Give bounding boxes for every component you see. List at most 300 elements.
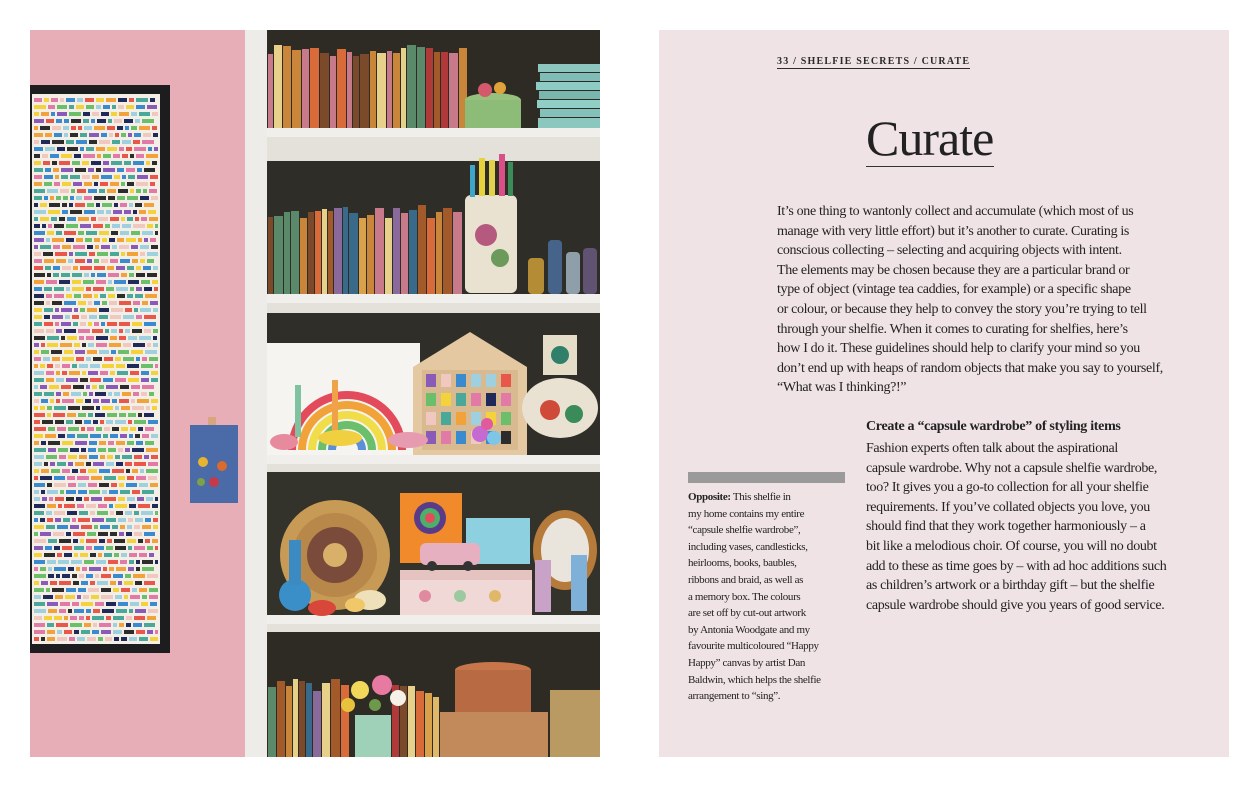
canvas-stroke bbox=[109, 504, 113, 508]
canvas-stroke bbox=[131, 126, 137, 130]
body-line: requirements. If you’ve collated objects you love, you bbox=[866, 499, 1150, 515]
canvas-stroke bbox=[96, 203, 100, 207]
canvas-stroke bbox=[61, 273, 70, 277]
canvas-stroke bbox=[129, 609, 133, 613]
canvas-stroke bbox=[68, 406, 80, 410]
canvas-stroke bbox=[121, 427, 128, 431]
canvas-stroke bbox=[93, 287, 104, 291]
canvas-stroke bbox=[94, 525, 98, 529]
canvas-stroke bbox=[89, 252, 95, 256]
canvas-stroke bbox=[44, 462, 48, 466]
canvas-stroke bbox=[105, 637, 112, 641]
canvas-stroke bbox=[88, 343, 94, 347]
canvas-stroke bbox=[153, 266, 158, 270]
canvas-stroke bbox=[116, 567, 126, 571]
canvas-stroke bbox=[95, 392, 106, 396]
canvas-stroke bbox=[147, 273, 157, 277]
canvas-stroke bbox=[148, 609, 158, 613]
canvas-stroke bbox=[60, 98, 64, 102]
canvas-stroke bbox=[89, 490, 100, 494]
canvas-stroke bbox=[107, 413, 117, 417]
canvas-stroke bbox=[75, 420, 82, 424]
canvas-stroke bbox=[46, 294, 52, 298]
canvas-stroke bbox=[106, 385, 118, 389]
canvas-stroke bbox=[112, 525, 118, 529]
canvas-stroke bbox=[94, 238, 100, 242]
canvas-stroke bbox=[99, 623, 111, 627]
canvas-stroke bbox=[102, 238, 107, 242]
canvas-stroke bbox=[144, 329, 151, 333]
caption-first-line-rest: This shelfie in bbox=[730, 491, 791, 503]
canvas-stroke bbox=[82, 567, 87, 571]
book-spine bbox=[375, 208, 384, 294]
canvas-stroke bbox=[90, 434, 101, 438]
canvas-stroke bbox=[71, 189, 75, 193]
canvas-stroke bbox=[93, 224, 103, 228]
canvas-stroke bbox=[76, 357, 84, 361]
canvas-stroke bbox=[64, 301, 76, 305]
canvas-stroke bbox=[141, 280, 150, 284]
canvas-stroke bbox=[121, 406, 130, 410]
canvas-stroke bbox=[145, 441, 154, 445]
canvas-stroke bbox=[106, 546, 113, 550]
caption-line: favourite multicoloured “Happy bbox=[688, 640, 819, 653]
canvas-stroke bbox=[149, 588, 158, 592]
canvas-stroke bbox=[155, 511, 158, 515]
canvas-stroke bbox=[84, 560, 94, 564]
canvas-stroke bbox=[150, 182, 155, 186]
canvas-stroke bbox=[132, 329, 142, 333]
canvas-stroke bbox=[115, 406, 119, 410]
thread-spool bbox=[486, 374, 496, 387]
canvas-stroke bbox=[134, 420, 146, 424]
canvas-stroke bbox=[97, 210, 104, 214]
canvas-stroke bbox=[132, 406, 144, 410]
canvas-stroke bbox=[96, 98, 104, 102]
canvas-stroke bbox=[133, 224, 145, 228]
canvas-stroke bbox=[76, 140, 87, 144]
canvas-stroke bbox=[34, 203, 38, 207]
canvas-stroke bbox=[145, 539, 150, 543]
canvas-stroke bbox=[88, 469, 97, 473]
canvas-stroke bbox=[117, 238, 124, 242]
caption-line: ribbons and braid, as well as bbox=[688, 573, 804, 586]
canvas-stroke bbox=[66, 378, 78, 382]
canvas-stroke bbox=[34, 532, 38, 536]
book-spine bbox=[434, 52, 440, 128]
canvas-stroke bbox=[107, 126, 115, 130]
canvas-stroke bbox=[67, 413, 76, 417]
canvas-stroke bbox=[61, 168, 73, 172]
canvas-stroke bbox=[94, 301, 100, 305]
canvas-stroke bbox=[34, 112, 39, 116]
canvas-stroke bbox=[87, 427, 94, 431]
canvas-stroke bbox=[66, 140, 74, 144]
canvas-stroke bbox=[74, 294, 81, 298]
canvas-stroke bbox=[140, 245, 149, 249]
canvas-stroke bbox=[107, 147, 117, 151]
canvas-stroke bbox=[106, 287, 114, 291]
canvas-stroke bbox=[55, 497, 64, 501]
canvas-stroke bbox=[62, 182, 71, 186]
canvas-stroke bbox=[49, 497, 53, 501]
canvas-stroke bbox=[86, 231, 97, 235]
canvas-stroke bbox=[34, 567, 38, 571]
canvas-stroke bbox=[61, 175, 68, 179]
canvas-stroke bbox=[56, 392, 61, 396]
canvas-stroke bbox=[148, 210, 156, 214]
canvas-stroke bbox=[70, 448, 79, 452]
canvas-stroke bbox=[127, 266, 134, 270]
canvas-stroke bbox=[96, 147, 105, 151]
canvas-stroke bbox=[116, 287, 128, 291]
thread-spool bbox=[456, 374, 466, 387]
canvas-stroke bbox=[99, 350, 109, 354]
canvas-stroke bbox=[46, 280, 57, 284]
canvas-stroke bbox=[125, 329, 130, 333]
canvas-stroke bbox=[49, 203, 60, 207]
canvas-stroke bbox=[67, 434, 75, 438]
canvas-stroke bbox=[64, 329, 76, 333]
canvas-stroke bbox=[109, 343, 121, 347]
canvas-stroke bbox=[54, 567, 66, 571]
canvas-stroke bbox=[76, 105, 84, 109]
canvas-stroke bbox=[108, 392, 112, 396]
canvas-stroke bbox=[50, 399, 54, 403]
book-spine bbox=[300, 218, 307, 294]
canvas-stroke bbox=[56, 259, 66, 263]
canvas-stroke bbox=[60, 189, 69, 193]
canvas-stroke bbox=[93, 357, 102, 361]
caption-line: heirlooms, books, baubles, bbox=[688, 557, 797, 570]
canvas-stroke bbox=[80, 224, 91, 228]
canvas-stroke bbox=[94, 266, 105, 270]
canvas-stroke bbox=[76, 238, 83, 242]
canvas-stroke bbox=[128, 378, 139, 382]
book-spine bbox=[322, 209, 327, 294]
canvas-stroke bbox=[70, 616, 77, 620]
canvas-stroke bbox=[110, 182, 119, 186]
canvas-stroke bbox=[34, 126, 38, 130]
canvas-stroke bbox=[94, 182, 98, 186]
canvas-stroke bbox=[122, 140, 131, 144]
canvas-stroke bbox=[34, 357, 41, 361]
canvas-stroke bbox=[119, 623, 124, 627]
canvas-stroke bbox=[34, 343, 39, 347]
canvas-stroke bbox=[127, 539, 136, 543]
book-spine bbox=[330, 56, 336, 128]
canvas-stroke bbox=[93, 420, 98, 424]
canvas-stroke bbox=[49, 385, 59, 389]
canvas-stroke bbox=[87, 203, 94, 207]
canvas-stroke bbox=[122, 392, 131, 396]
canvas-stroke bbox=[110, 315, 121, 319]
canvas-stroke bbox=[60, 490, 64, 494]
canvas-stroke bbox=[75, 168, 86, 172]
canvas-stroke bbox=[132, 588, 137, 592]
canvas-stroke bbox=[119, 301, 131, 305]
canvas-stroke bbox=[142, 301, 148, 305]
canvas-stroke bbox=[61, 385, 71, 389]
canvas-stroke bbox=[34, 553, 42, 557]
canvas-stroke bbox=[81, 602, 93, 606]
caption-line: a memory box. The colours bbox=[688, 590, 801, 603]
canvas-stroke bbox=[48, 567, 52, 571]
canvas-stroke bbox=[34, 560, 45, 564]
canvas-stroke bbox=[99, 385, 104, 389]
canvas-stroke bbox=[134, 616, 145, 620]
canvas-stroke bbox=[146, 448, 158, 452]
canvas-stroke bbox=[134, 455, 142, 459]
canvas-stroke bbox=[101, 175, 112, 179]
canvas-stroke bbox=[136, 273, 145, 277]
canvas-stroke bbox=[139, 112, 150, 116]
canvas-stroke bbox=[138, 238, 142, 242]
canvas-stroke bbox=[94, 126, 105, 130]
canvas-stroke bbox=[50, 462, 55, 466]
canvas-stroke bbox=[74, 343, 80, 347]
running-header: 33 / SHELFIE SECRETS / CURATE bbox=[777, 56, 971, 67]
book-spine bbox=[331, 679, 340, 757]
canvas-stroke bbox=[114, 203, 118, 207]
canvas-stroke bbox=[34, 581, 39, 585]
canvas-stroke bbox=[113, 623, 117, 627]
canvas-stroke bbox=[105, 329, 109, 333]
canvas-stroke bbox=[34, 441, 39, 445]
canvas-stroke bbox=[86, 105, 94, 109]
canvas-stroke bbox=[102, 406, 113, 410]
canvas-stroke bbox=[93, 462, 104, 466]
canvas-stroke bbox=[124, 161, 131, 165]
canvas-stroke bbox=[116, 266, 125, 270]
canvas-stroke bbox=[126, 532, 132, 536]
canvas-stroke bbox=[111, 231, 118, 235]
canvas-stroke bbox=[64, 231, 76, 235]
canvas-stroke bbox=[65, 315, 70, 319]
canvas-stroke bbox=[119, 245, 129, 249]
canvas-stroke bbox=[142, 567, 154, 571]
canvas-stroke bbox=[78, 490, 87, 494]
canvas-stroke bbox=[34, 273, 45, 277]
canvas-stroke bbox=[91, 273, 95, 277]
canvas-stroke bbox=[70, 210, 82, 214]
canvas-stroke bbox=[51, 98, 58, 102]
canvas-stroke bbox=[117, 371, 128, 375]
canvas-stroke bbox=[81, 630, 90, 634]
canvas-stroke bbox=[144, 455, 149, 459]
canvas-stroke bbox=[126, 623, 131, 627]
canvas-stroke bbox=[73, 322, 78, 326]
canvas-stroke bbox=[88, 322, 92, 326]
canvas-stroke bbox=[75, 441, 87, 445]
canvas-stroke bbox=[73, 385, 84, 389]
canvas-stroke bbox=[127, 217, 133, 221]
canvas-stroke bbox=[55, 364, 60, 368]
canvas-stroke bbox=[53, 245, 60, 249]
canvas-stroke bbox=[89, 567, 101, 571]
canvas-stroke bbox=[84, 273, 89, 277]
canvas-stroke bbox=[90, 511, 95, 515]
canvas-stroke bbox=[47, 189, 58, 193]
canvas-stroke bbox=[119, 329, 123, 333]
canvas-stroke bbox=[133, 161, 144, 165]
canvas-stroke bbox=[110, 532, 117, 536]
canvas-stroke bbox=[138, 427, 143, 431]
canvas-stroke bbox=[40, 518, 45, 522]
canvas-stroke bbox=[45, 434, 56, 438]
canvas-stroke bbox=[146, 154, 158, 158]
canvas-stroke bbox=[113, 630, 122, 634]
canvas-stroke bbox=[112, 245, 117, 249]
canvas-stroke bbox=[95, 602, 104, 606]
canvas-stroke bbox=[74, 154, 81, 158]
book-spine bbox=[443, 208, 452, 294]
canvas-stroke bbox=[44, 287, 52, 291]
canvas-stroke bbox=[69, 637, 75, 641]
canvas-stroke bbox=[34, 602, 45, 606]
canvas-stroke bbox=[112, 427, 119, 431]
canvas-stroke bbox=[80, 539, 84, 543]
canvas-stroke bbox=[140, 469, 144, 473]
canvas-stroke bbox=[75, 252, 87, 256]
canvas-stroke bbox=[104, 427, 110, 431]
canvas-stroke bbox=[48, 427, 55, 431]
canvas-stroke bbox=[96, 105, 101, 109]
canvas-stroke bbox=[133, 574, 145, 578]
canvas-stroke bbox=[140, 308, 151, 312]
book-spine bbox=[334, 208, 342, 294]
canvas-stroke bbox=[153, 329, 158, 333]
canvas-stroke bbox=[151, 196, 158, 200]
canvas-stroke bbox=[34, 294, 44, 298]
book-spine bbox=[387, 51, 392, 128]
book-spine bbox=[274, 45, 282, 128]
canvas-stroke bbox=[97, 273, 106, 277]
book-spine bbox=[370, 51, 376, 128]
canvas-stroke bbox=[56, 196, 61, 200]
canvas-stroke bbox=[34, 168, 43, 172]
canvas-stroke bbox=[79, 455, 87, 459]
canvas-stroke bbox=[61, 336, 65, 340]
book-spine bbox=[449, 53, 458, 128]
canvas-stroke bbox=[56, 399, 60, 403]
canvas-stroke bbox=[153, 343, 158, 347]
canvas-stroke bbox=[75, 259, 85, 263]
canvas-stroke bbox=[104, 553, 112, 557]
canvas-stroke bbox=[101, 595, 113, 599]
canvas-stroke bbox=[34, 196, 42, 200]
canvas-stroke bbox=[95, 413, 105, 417]
canvas-stroke bbox=[136, 441, 143, 445]
canvas-stroke bbox=[147, 343, 151, 347]
canvas-stroke bbox=[62, 441, 73, 445]
canvas-stroke bbox=[107, 539, 112, 543]
canvas-stroke bbox=[93, 399, 99, 403]
canvas-stroke bbox=[152, 539, 158, 543]
canvas-stroke bbox=[42, 224, 46, 228]
canvas-stroke bbox=[44, 315, 50, 319]
canvas-stroke bbox=[121, 217, 125, 221]
caption-line: by Antonia Woodgate and my bbox=[688, 623, 810, 636]
canvas-stroke bbox=[120, 231, 129, 235]
canvas-stroke bbox=[34, 175, 42, 179]
canvas-stroke bbox=[69, 371, 80, 375]
canvas-stroke bbox=[34, 189, 45, 193]
canvas-stroke bbox=[42, 154, 48, 158]
canvas-stroke bbox=[120, 525, 125, 529]
canvas-stroke bbox=[54, 616, 62, 620]
canvas-stroke bbox=[118, 497, 125, 501]
book-spine bbox=[293, 679, 298, 757]
canvas-stroke bbox=[34, 119, 44, 123]
canvas-stroke bbox=[100, 455, 105, 459]
canvas-stroke bbox=[59, 217, 65, 221]
canvas-stroke bbox=[147, 546, 153, 550]
canvas-stroke bbox=[59, 280, 70, 284]
canvas-stroke bbox=[111, 308, 123, 312]
canvas-stroke bbox=[44, 259, 54, 263]
canvas-stroke bbox=[87, 245, 93, 249]
canvas-stroke bbox=[45, 168, 51, 172]
canvas-stroke bbox=[98, 448, 106, 452]
canvas-stroke bbox=[98, 504, 107, 508]
canvas-stroke bbox=[83, 294, 92, 298]
canvas-stroke bbox=[134, 308, 138, 312]
canvas-stroke bbox=[102, 490, 107, 494]
canvas-stroke bbox=[34, 224, 40, 228]
canvas-stroke bbox=[121, 182, 125, 186]
canvas-stroke bbox=[78, 301, 86, 305]
canvas-stroke bbox=[121, 637, 127, 641]
canvas-stroke bbox=[132, 259, 138, 263]
book-spine bbox=[417, 47, 425, 128]
canvas-stroke bbox=[73, 581, 79, 585]
canvas-stroke bbox=[52, 301, 62, 305]
canvas-stroke bbox=[34, 413, 45, 417]
canvas-stroke bbox=[34, 511, 44, 515]
canvas-stroke bbox=[43, 252, 53, 256]
book-stack-top bbox=[536, 64, 600, 128]
canvas-stroke bbox=[133, 301, 140, 305]
canvas-stroke bbox=[85, 399, 91, 403]
canvas-stroke bbox=[94, 322, 99, 326]
canvas-stroke bbox=[94, 294, 98, 298]
canvas-stroke bbox=[115, 357, 121, 361]
canvas-stroke bbox=[126, 105, 134, 109]
canvas-stroke bbox=[41, 637, 45, 641]
canvas-stroke bbox=[77, 476, 89, 480]
canvas-stroke bbox=[151, 455, 158, 459]
canvas-stroke bbox=[57, 462, 66, 466]
canvas-stroke bbox=[131, 112, 137, 116]
canvas-stroke bbox=[59, 609, 66, 613]
canvas-stroke bbox=[129, 434, 133, 438]
canvas-stroke bbox=[90, 378, 101, 382]
canvas-stroke bbox=[34, 336, 45, 340]
canvas-stroke bbox=[34, 462, 42, 466]
canvas-stroke bbox=[149, 217, 158, 221]
canvas-stroke bbox=[48, 609, 57, 613]
canvas-stroke bbox=[139, 210, 146, 214]
canvas-stroke bbox=[122, 175, 126, 179]
canvas-stroke bbox=[54, 546, 60, 550]
canvas-stroke bbox=[74, 630, 79, 634]
body-line: bit like a melodious choir. Of course, you will no doubt bbox=[866, 538, 1157, 554]
canvas-stroke bbox=[127, 525, 132, 529]
canvas-stroke bbox=[145, 518, 151, 522]
canvas-stroke bbox=[54, 406, 66, 410]
canvas-stroke bbox=[137, 399, 149, 403]
